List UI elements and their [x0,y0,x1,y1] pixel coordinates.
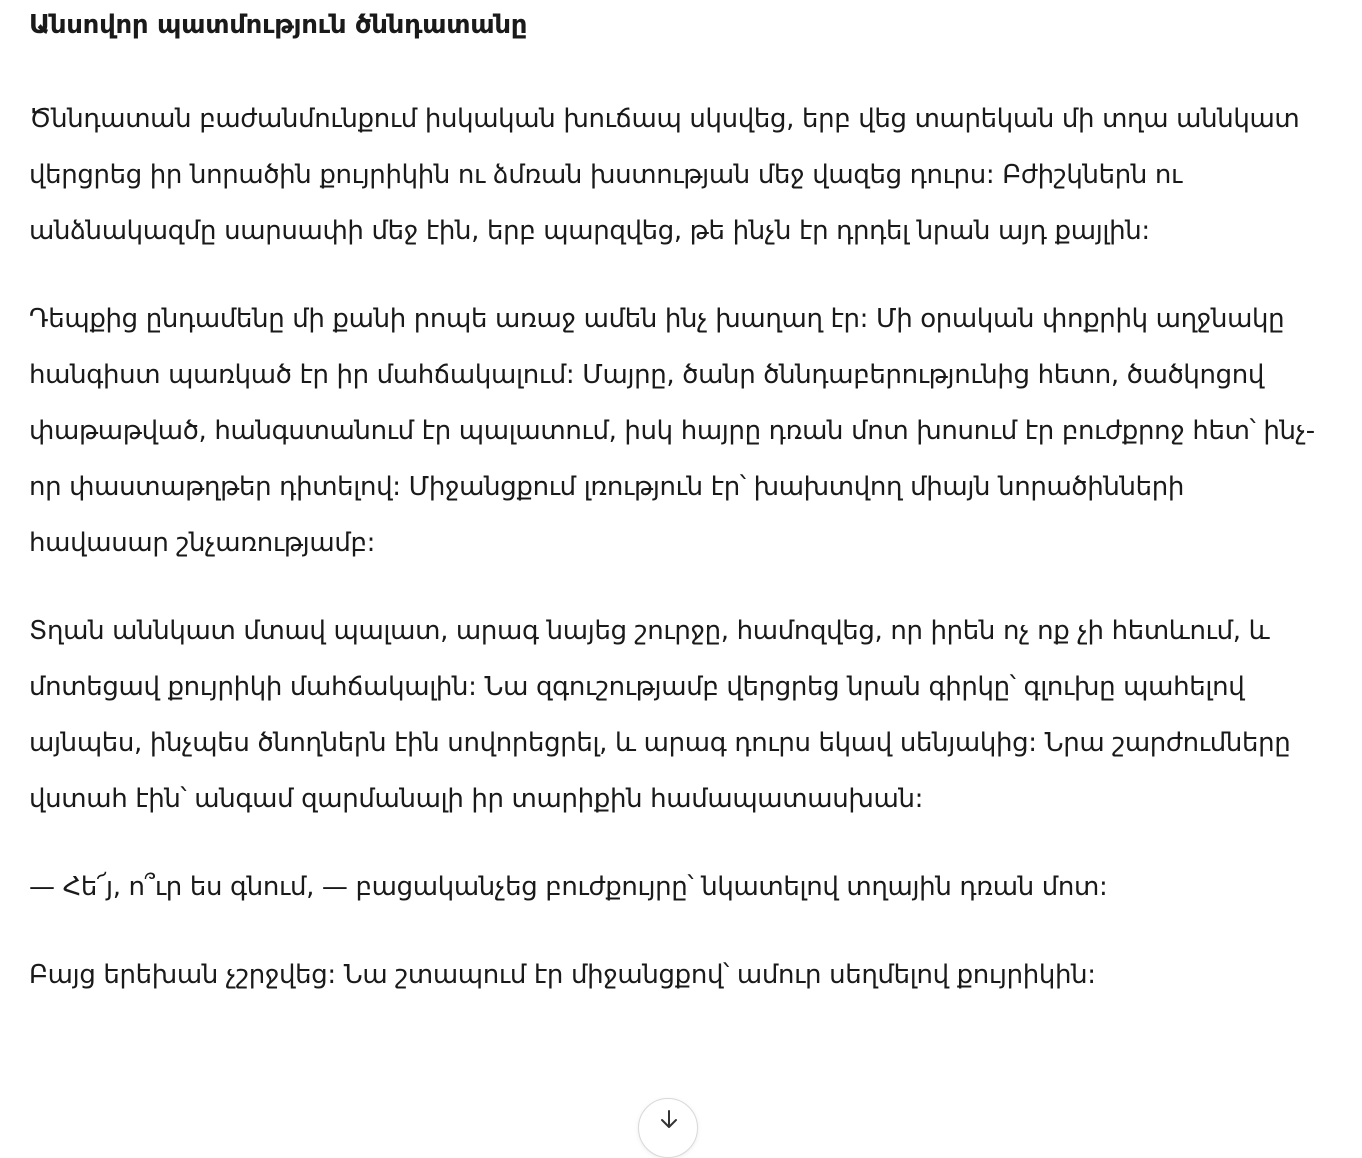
article-paragraph-2: Դեպքից ընդամենը մի քանի րոպե առաջ ամեն ինչ խաղաղ էր: Մի օրական փոքրիկ աղջնակը հանգիստ պառկած էր իր մահճակալում: Մայրը, ծանր ծննդաբերությունից հետո, ծածկոցով փաթաթված, հանգստանում էր պալատում, իսկ հայրը դռան մոտ խոսում էր բուժքրոջ հետ՝ ինչ-որ փաստաթղթեր դիտելով: Միջանցքում լռություն էր՝ խախտվող միայն նորածինների հավասար շնչառությամբ: [29,304,1315,558]
article [29,0,1319,1003]
article-paragraph-4: — Հե՜յ, ո՞ւր ես գնում, — բացականչեց բուժքույրը՝ նկատելով տղային դռան մոտ: [29,872,1108,902]
scroll-down-button[interactable] [638,1098,698,1158]
article-title: Անսովոր պատմություն ծննդատանը [29,10,528,40]
arrow-down-icon [658,1109,680,1131]
article-paragraph-3: Տղան աննկատ մտավ պալատ, արագ նայեց շուրջը, համոզվեց, որ իրեն ոչ ոք չի հետևում, և մոտեցավ քույրիկի մահճակալին: Նա զգուշությամբ վերցրեց նրան գիրկը՝ գլուխը պահելով այնպես, ինչպես ծնողներն էին սովորեցրել, և արագ դուրս եկավ սենյակից: Նրա շարժումները վստահ էին՝ անգամ զարմանալի իր տարիքին համապատասխան: [29,616,1291,814]
article-paragraph-1: Ծննդատան բաժանմունքում իսկական խուճապ սկսվեց, երբ վեց տարեկան մի տղա աննկատ վերցրեց իր նորածին քույրիկին ու ձմռան խստության մեջ վազեց դուրս: Բժիշկներն ու անձնակազմը սարսափի մեջ էին, երբ պարզվեց, թե ինչն էր դրդել նրան այդ քայլին: [29,104,1300,246]
article-paragraph-5: Բայց երեխան չշրջվեց: Նա շտապում էր միջանցքով՝ ամուր սեղմելով քույրիկին: [29,960,1096,990]
